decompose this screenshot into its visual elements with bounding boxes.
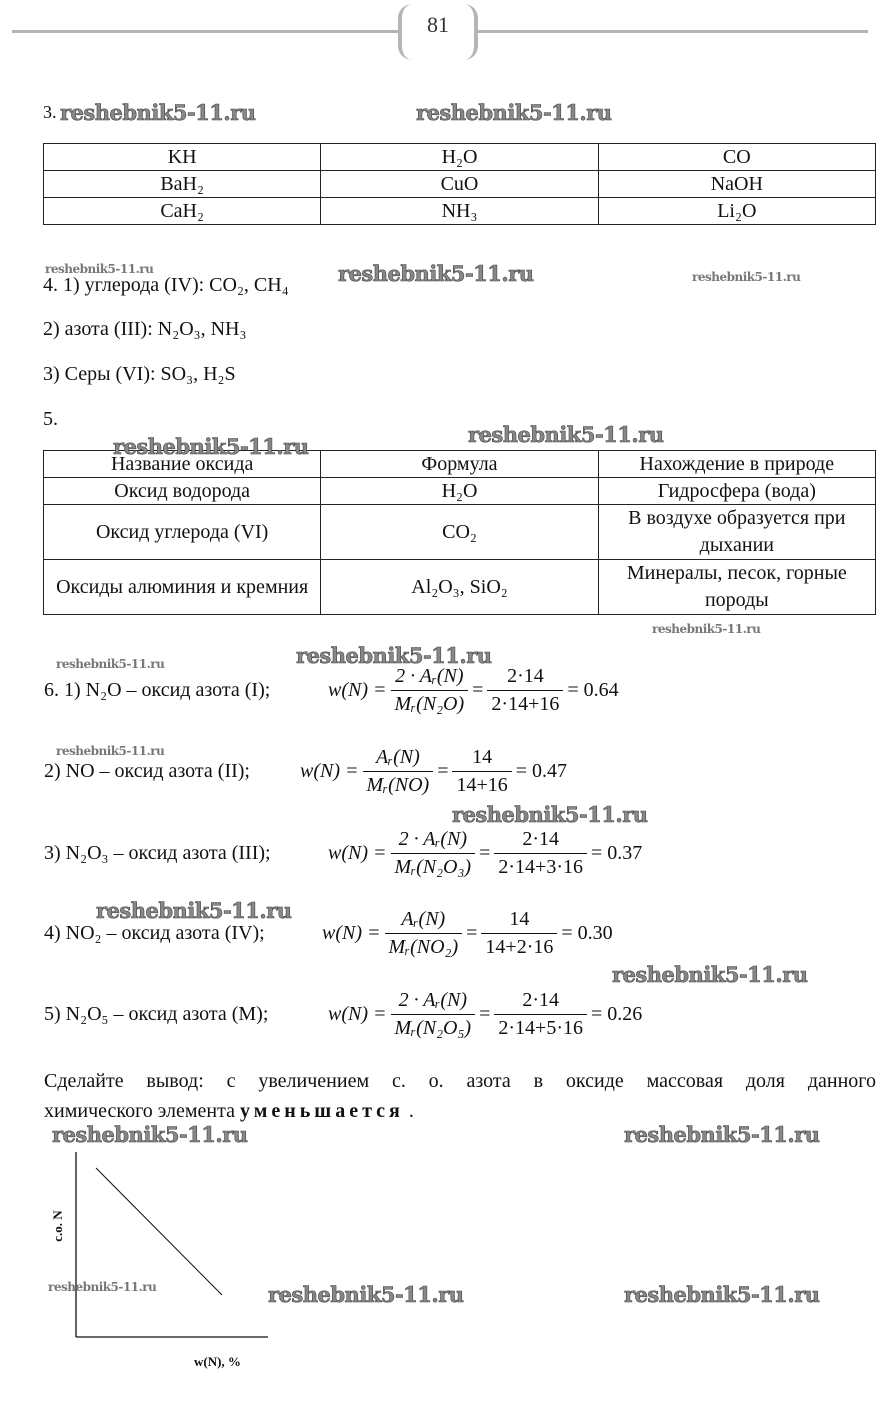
mass-fraction-formula xyxy=(322,908,613,959)
formula-label: 3) N₂O₃ – оксид азота (III); xyxy=(44,842,271,864)
fraction-denominator: Mᵣ(NO₂) xyxy=(388,936,459,958)
watermark: reshebnik5-11.ru xyxy=(452,802,648,827)
page-number: 81 xyxy=(427,12,449,37)
table-cell: H₂O xyxy=(321,478,598,505)
fraction-denominator: 14+2·16 xyxy=(485,936,554,958)
watermark: reshebnik5-11.ru xyxy=(624,1282,820,1307)
fraction-numerator: 2·14 xyxy=(494,828,587,854)
header-rule-left xyxy=(12,30,398,33)
fraction-numerator: 2 · Aᵣ(N) xyxy=(391,665,469,691)
fraction xyxy=(494,828,587,879)
fraction-denominator: 14+16 xyxy=(456,774,508,796)
equals-sign: = xyxy=(479,1003,491,1025)
fraction-denominator: Mᵣ(N₂O₅) xyxy=(394,1017,472,1039)
equals-sign: = xyxy=(466,922,478,944)
task4-line: 3) Серы (VI): SO₃, H₂S xyxy=(43,363,236,385)
table-row xyxy=(44,198,876,225)
task5-label: 5. xyxy=(43,408,58,430)
conclusion-suffix: . xyxy=(403,1100,414,1122)
table-header-cell: Название оксида xyxy=(44,451,321,478)
mass-fraction-formula xyxy=(300,746,567,797)
formula-result: = 0.64 xyxy=(567,679,619,701)
fraction xyxy=(481,908,557,959)
fraction-numerator: 2 · Aᵣ(N) xyxy=(391,828,476,854)
watermark: reshebnik5-11.ru xyxy=(338,261,534,286)
graph-y-label: с.о. N xyxy=(50,1210,65,1242)
formula-lhs: w(N) = xyxy=(328,842,387,864)
watermark: reshebnik5-11.ru xyxy=(52,1122,248,1147)
fraction-denominator: 2·14+16 xyxy=(491,693,560,715)
table-cell: Li₂O xyxy=(598,198,875,225)
watermark: reshebnik5-11.ru xyxy=(113,434,309,459)
table-row xyxy=(44,505,876,560)
task4-line: 4. 1) углерода (IV): CO₂, CH₄ xyxy=(43,274,289,296)
fraction-numerator: Aᵣ(N) xyxy=(363,746,434,772)
table-cell: Оксид углерода (VI) xyxy=(44,505,321,560)
table-cell: H₂O xyxy=(321,144,598,171)
table-header-cell: Нахождение в природе xyxy=(598,451,875,478)
formula-lhs: w(N) = xyxy=(322,922,381,944)
fraction-denominator: 2·14+5·16 xyxy=(498,1017,583,1039)
fraction-numerator: 14 xyxy=(481,908,557,934)
watermark: reshebnik5-11.ru xyxy=(624,1122,820,1147)
table-row xyxy=(44,478,876,505)
graph-x-label: w(N), % xyxy=(194,1354,241,1369)
table-header-cell: Формула xyxy=(321,451,598,478)
watermark: reshebnik5-11.ru xyxy=(56,744,165,758)
fraction xyxy=(391,989,476,1040)
mass-fraction-formula xyxy=(328,665,619,716)
conclusion-line2 xyxy=(44,1100,414,1123)
formula-result: = 0.37 xyxy=(590,842,643,864)
fraction xyxy=(391,828,476,879)
graph-trend-line xyxy=(96,1168,222,1295)
table-cell: NH₃ xyxy=(321,198,598,225)
formula-result: = 0.30 xyxy=(561,922,613,944)
conclusion-prefix: химического элемента xyxy=(44,1100,240,1122)
table-row xyxy=(44,144,876,171)
fraction-numerator: Aᵣ(N) xyxy=(385,908,463,934)
header-rule-right xyxy=(478,30,868,33)
task4-line: 2) азота (III): N₂O₃, NH₃ xyxy=(43,318,247,340)
equals-sign: = xyxy=(437,760,449,782)
fraction xyxy=(452,746,511,797)
fraction-denominator: 2·14+3·16 xyxy=(498,856,583,878)
table-cell: В воздухе образуется при дыхании xyxy=(598,505,875,560)
conclusion-line1: Сделайте вывод: с увеличением с. о. азота в оксиде массовая доля данного xyxy=(44,1070,876,1092)
fraction xyxy=(494,989,587,1040)
conclusion-emphasis: уменьшается xyxy=(239,1100,404,1122)
formula-result: = 0.47 xyxy=(515,760,568,782)
task3-table xyxy=(43,143,876,225)
table-cell: Al₂O₃, SiO₂ xyxy=(321,560,598,615)
table-cell: Минералы, песок, горные породы xyxy=(598,560,875,615)
formula-lhs: w(N) = xyxy=(328,679,387,701)
formula-label: 6. 1) N₂O – оксид азота (I); xyxy=(44,679,271,701)
fraction xyxy=(391,665,469,716)
table-cell: CaH₂ xyxy=(44,198,321,225)
mass-fraction-formula xyxy=(328,989,642,1040)
table-cell: Гидросфера (вода) xyxy=(598,478,875,505)
watermark: reshebnik5-11.ru xyxy=(692,270,801,284)
watermark: reshebnik5-11.ru xyxy=(468,422,664,447)
table-cell: Оксиды алюминия и кремния xyxy=(44,560,321,615)
table-row xyxy=(44,171,876,198)
table-cell: CO xyxy=(598,144,875,171)
fraction-denominator: Mᵣ(N₂O₃) xyxy=(394,856,472,878)
fraction xyxy=(487,665,563,716)
watermark: reshebnik5-11.ru xyxy=(296,643,492,668)
task5-table xyxy=(43,450,876,615)
formula-label: 5) N₂O₅ – оксид азота (М); xyxy=(44,1003,269,1025)
watermark: reshebnik5-11.ru xyxy=(96,898,292,923)
fraction-numerator: 2·14 xyxy=(487,665,563,691)
watermark: reshebnik5-11.ru xyxy=(652,622,761,636)
formula-label: 2) NO – оксид азота (II); xyxy=(44,760,250,782)
fraction-denominator: Mᵣ(NO) xyxy=(366,774,430,796)
fraction-denominator: Mᵣ(N₂O) xyxy=(394,693,465,715)
equals-sign: = xyxy=(472,679,484,701)
watermark: reshebnik5-11.ru xyxy=(48,1280,157,1294)
fraction xyxy=(385,908,463,959)
table-cell: NaOH xyxy=(598,171,875,198)
watermark: reshebnik5-11.ru xyxy=(612,962,808,987)
watermark: reshebnik5-11.ru xyxy=(416,100,612,125)
fraction xyxy=(363,746,434,797)
task3-label: 3. xyxy=(43,102,57,122)
watermark: reshebnik5-11.ru xyxy=(60,100,256,125)
table-cell: KH xyxy=(44,144,321,171)
formula-result: = 0.26 xyxy=(590,1003,643,1025)
formula-lhs: w(N) = xyxy=(300,760,359,782)
fraction-numerator: 2 · Aᵣ(N) xyxy=(391,989,476,1015)
table-cell: CO₂ xyxy=(321,505,598,560)
formula-lhs: w(N) = xyxy=(328,1003,387,1025)
equals-sign: = xyxy=(479,842,491,864)
watermark: reshebnik5-11.ru xyxy=(268,1282,464,1307)
table-cell: BaH₂ xyxy=(44,171,321,198)
watermark: reshebnik5-11.ru xyxy=(45,262,154,276)
table-row xyxy=(44,560,876,615)
watermark: reshebnik5-11.ru xyxy=(56,657,165,671)
graph xyxy=(0,1140,892,1380)
mass-fraction-formula xyxy=(328,828,642,879)
table-cell: CuO xyxy=(321,171,598,198)
fraction-numerator: 2·14 xyxy=(494,989,587,1015)
fraction-numerator: 14 xyxy=(452,746,511,772)
formula-label: 4) NO₂ – оксид азота (IV); xyxy=(44,922,265,944)
table-cell: Оксид водорода xyxy=(44,478,321,505)
